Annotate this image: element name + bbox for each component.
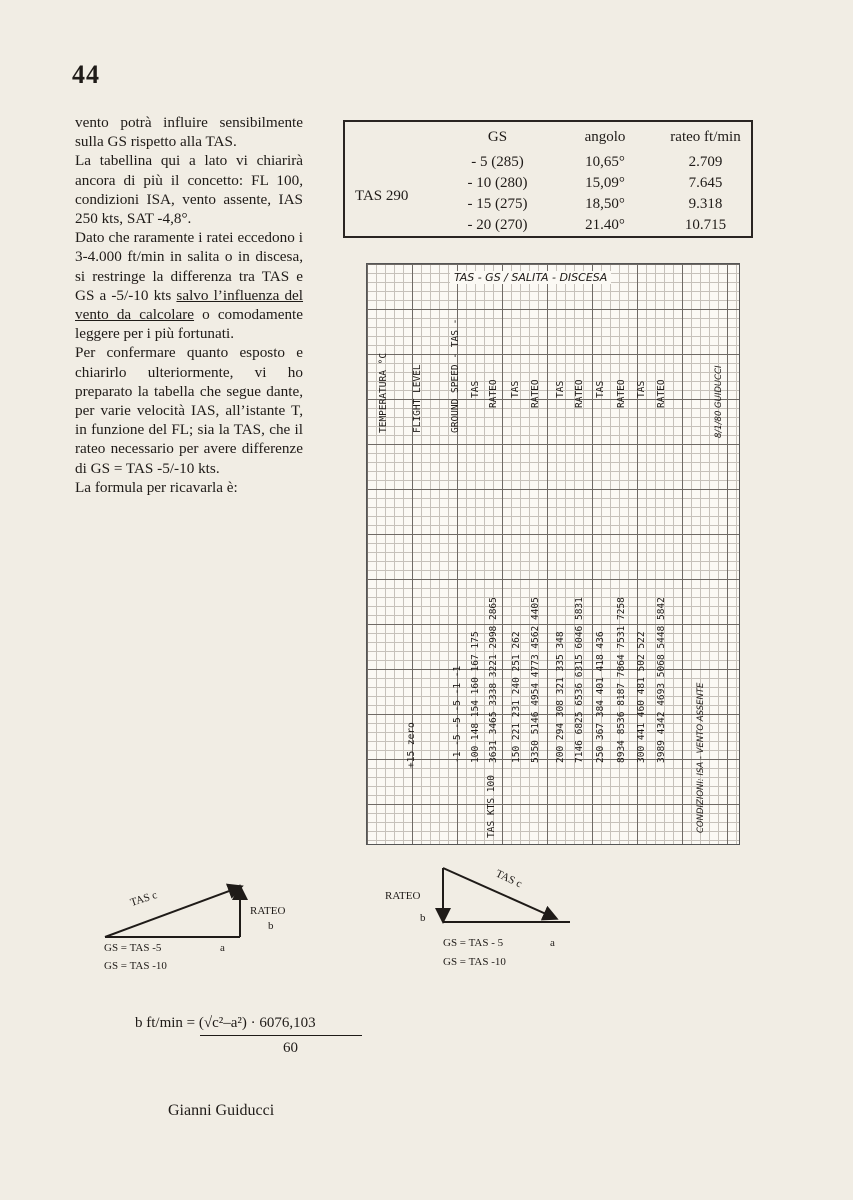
tas-table-box	[343, 120, 753, 238]
table-cell: 15,09°	[585, 175, 625, 191]
grid-header-col: RATEO	[488, 379, 499, 408]
formula-denominator: 60	[283, 1040, 298, 1056]
grid-header-col: TAS	[555, 380, 566, 398]
grid-header-col: TAS	[636, 380, 647, 398]
body-text	[75, 113, 303, 497]
table-header: angolo	[584, 128, 626, 145]
table-header-row	[345, 122, 751, 152]
grid-data-col: 7146 6825 6536 6315 6046 5831	[574, 597, 585, 763]
paragraph-part: Dato che raramente i ratei eccedono i 3-4.000 ft/min in salita o in discesa, si restringe la differenza tra TAS e GS a -5/-10 kts	[75, 229, 303, 304]
right-base-sub: a	[550, 937, 555, 949]
grid-header-col: RATEO	[616, 379, 627, 408]
paragraph: La tabellina qui a lato vi chiarirà ancora di più il concetto: FL 100, condizioni ISA, vento assente, IAS 250 kts, SAT -4,8°.	[75, 152, 303, 228]
table-cell: 10,65°	[585, 154, 625, 170]
grid-header-col: FLIGHT LEVEL	[412, 364, 423, 433]
table-row	[345, 215, 751, 236]
table-cell: 2.709	[688, 154, 723, 170]
page-number: 44	[72, 60, 100, 89]
table-cell: - 15 (275)	[467, 196, 528, 212]
table-header: rateo ft/min	[670, 128, 741, 145]
right-eq1: GS = TAS - 5	[443, 937, 504, 949]
table-cell: - 10 (280)	[467, 175, 528, 191]
row-label-cell	[345, 215, 445, 236]
grid-data-col: 100 148 154 160 167 175	[470, 631, 481, 763]
tas-table	[345, 122, 751, 236]
grid-header-col: TAS	[470, 380, 481, 398]
table-row-label: TAS 290	[355, 188, 409, 204]
table-cell: - 5 (285)	[471, 154, 524, 170]
left-vertical-sub: b	[268, 920, 274, 932]
author: Gianni Guiducci	[168, 1102, 275, 1119]
grid-data-col: 3631 3465 3338 3221 2998 2865	[488, 597, 499, 763]
grid-content	[366, 263, 740, 845]
grid-data-col: 8934 8536 8187 7864 7531 7258	[616, 597, 627, 763]
row-label-cell	[345, 152, 445, 173]
grid-header-col: TAS	[595, 380, 606, 398]
formula-fraction-bar	[200, 1035, 362, 1036]
formula-numerator: b ft/min = (√c²–a²) · 6076,103	[135, 1015, 316, 1031]
paragraph: vento potrà influire sensibilmente sulla GS rispetto alla TAS.	[75, 114, 303, 151]
underlined-phrase: salvo l’influenza del vento da calcolare	[75, 286, 304, 324]
grid-data-col: -1 -5 -5 -5 -1 -1	[452, 665, 463, 763]
paragraph-part: o comodamente leggere per i più fortunati.	[75, 306, 304, 343]
table-cell: 7.645	[688, 175, 723, 191]
paragraph: La formula per ricavarla è:	[75, 478, 238, 496]
grid-data-col: +15 zero	[406, 722, 417, 768]
grid-data-col: 5350 5146 4954 4773 4562 4405	[530, 597, 541, 763]
table-cell: 10.715	[684, 217, 727, 233]
table-corner	[345, 122, 445, 152]
table-header: GS	[487, 128, 508, 145]
grid-header-col: GROUND SPEED - TAS -	[450, 318, 461, 433]
left-eq1: GS = TAS -5	[104, 942, 162, 954]
grid-header-col: TAS	[510, 380, 521, 398]
left-vertical-label: RATEO	[250, 905, 286, 917]
table-cell: - 20 (270)	[467, 217, 528, 233]
grid-signature: 8/1/80 GUIDUCCI	[714, 365, 724, 438]
table-row	[345, 152, 751, 173]
right-hyp-label: TAS c	[493, 867, 524, 891]
grid-conditions: CONDIZIONI: ISA - VENTO ASSENTE	[696, 682, 706, 833]
grid-data-col: 200 294 308 321 335 348	[555, 631, 566, 763]
grid-header-col: TEMPERATURA °C	[378, 352, 389, 433]
grid-title: TAS - GS / SALITA - DISCESA	[450, 271, 611, 284]
left-base-sub: a	[220, 942, 225, 954]
grid-data-col: 3989 4342 4693 5068 5448 5842	[656, 597, 667, 763]
grid-row-label: TAS KTS 100	[486, 775, 497, 838]
table-cell: 9.318	[688, 196, 723, 212]
table-cell: 21.40°	[585, 217, 625, 233]
right-vertical-label: RATEO	[385, 890, 421, 902]
left-eq2: GS = TAS -10	[104, 960, 167, 972]
grid-data-col: 150 221 231 240 251 262	[511, 631, 522, 763]
grid-data-col: 300 441 460 481 502 522	[636, 631, 647, 763]
grid-header-col: RATEO	[574, 379, 585, 408]
grid-data-col: 250 367 384 401 418 436	[595, 631, 606, 763]
left-hyp-label: TAS c	[128, 889, 159, 909]
right-vertical-sub: b	[420, 912, 426, 924]
paragraph	[75, 228, 303, 343]
grid-header-col: RATEO	[656, 379, 667, 408]
table-cell: 18,50°	[585, 196, 625, 212]
right-eq2: GS = TAS -10	[443, 956, 506, 968]
grid-header-col: RATEO	[530, 379, 541, 408]
paragraph: Per confermare quanto esposto e chiarirlo ulteriormente, vi ho preparato la tabella che segue dante, per varie velocità IAS, all’istante T, in funzione del FL; sia la TAS, che il rateo necessario per avere differenze di GS = TAS -5/-10 kts.	[75, 344, 303, 477]
hypotenuse-arrow	[105, 887, 240, 937]
